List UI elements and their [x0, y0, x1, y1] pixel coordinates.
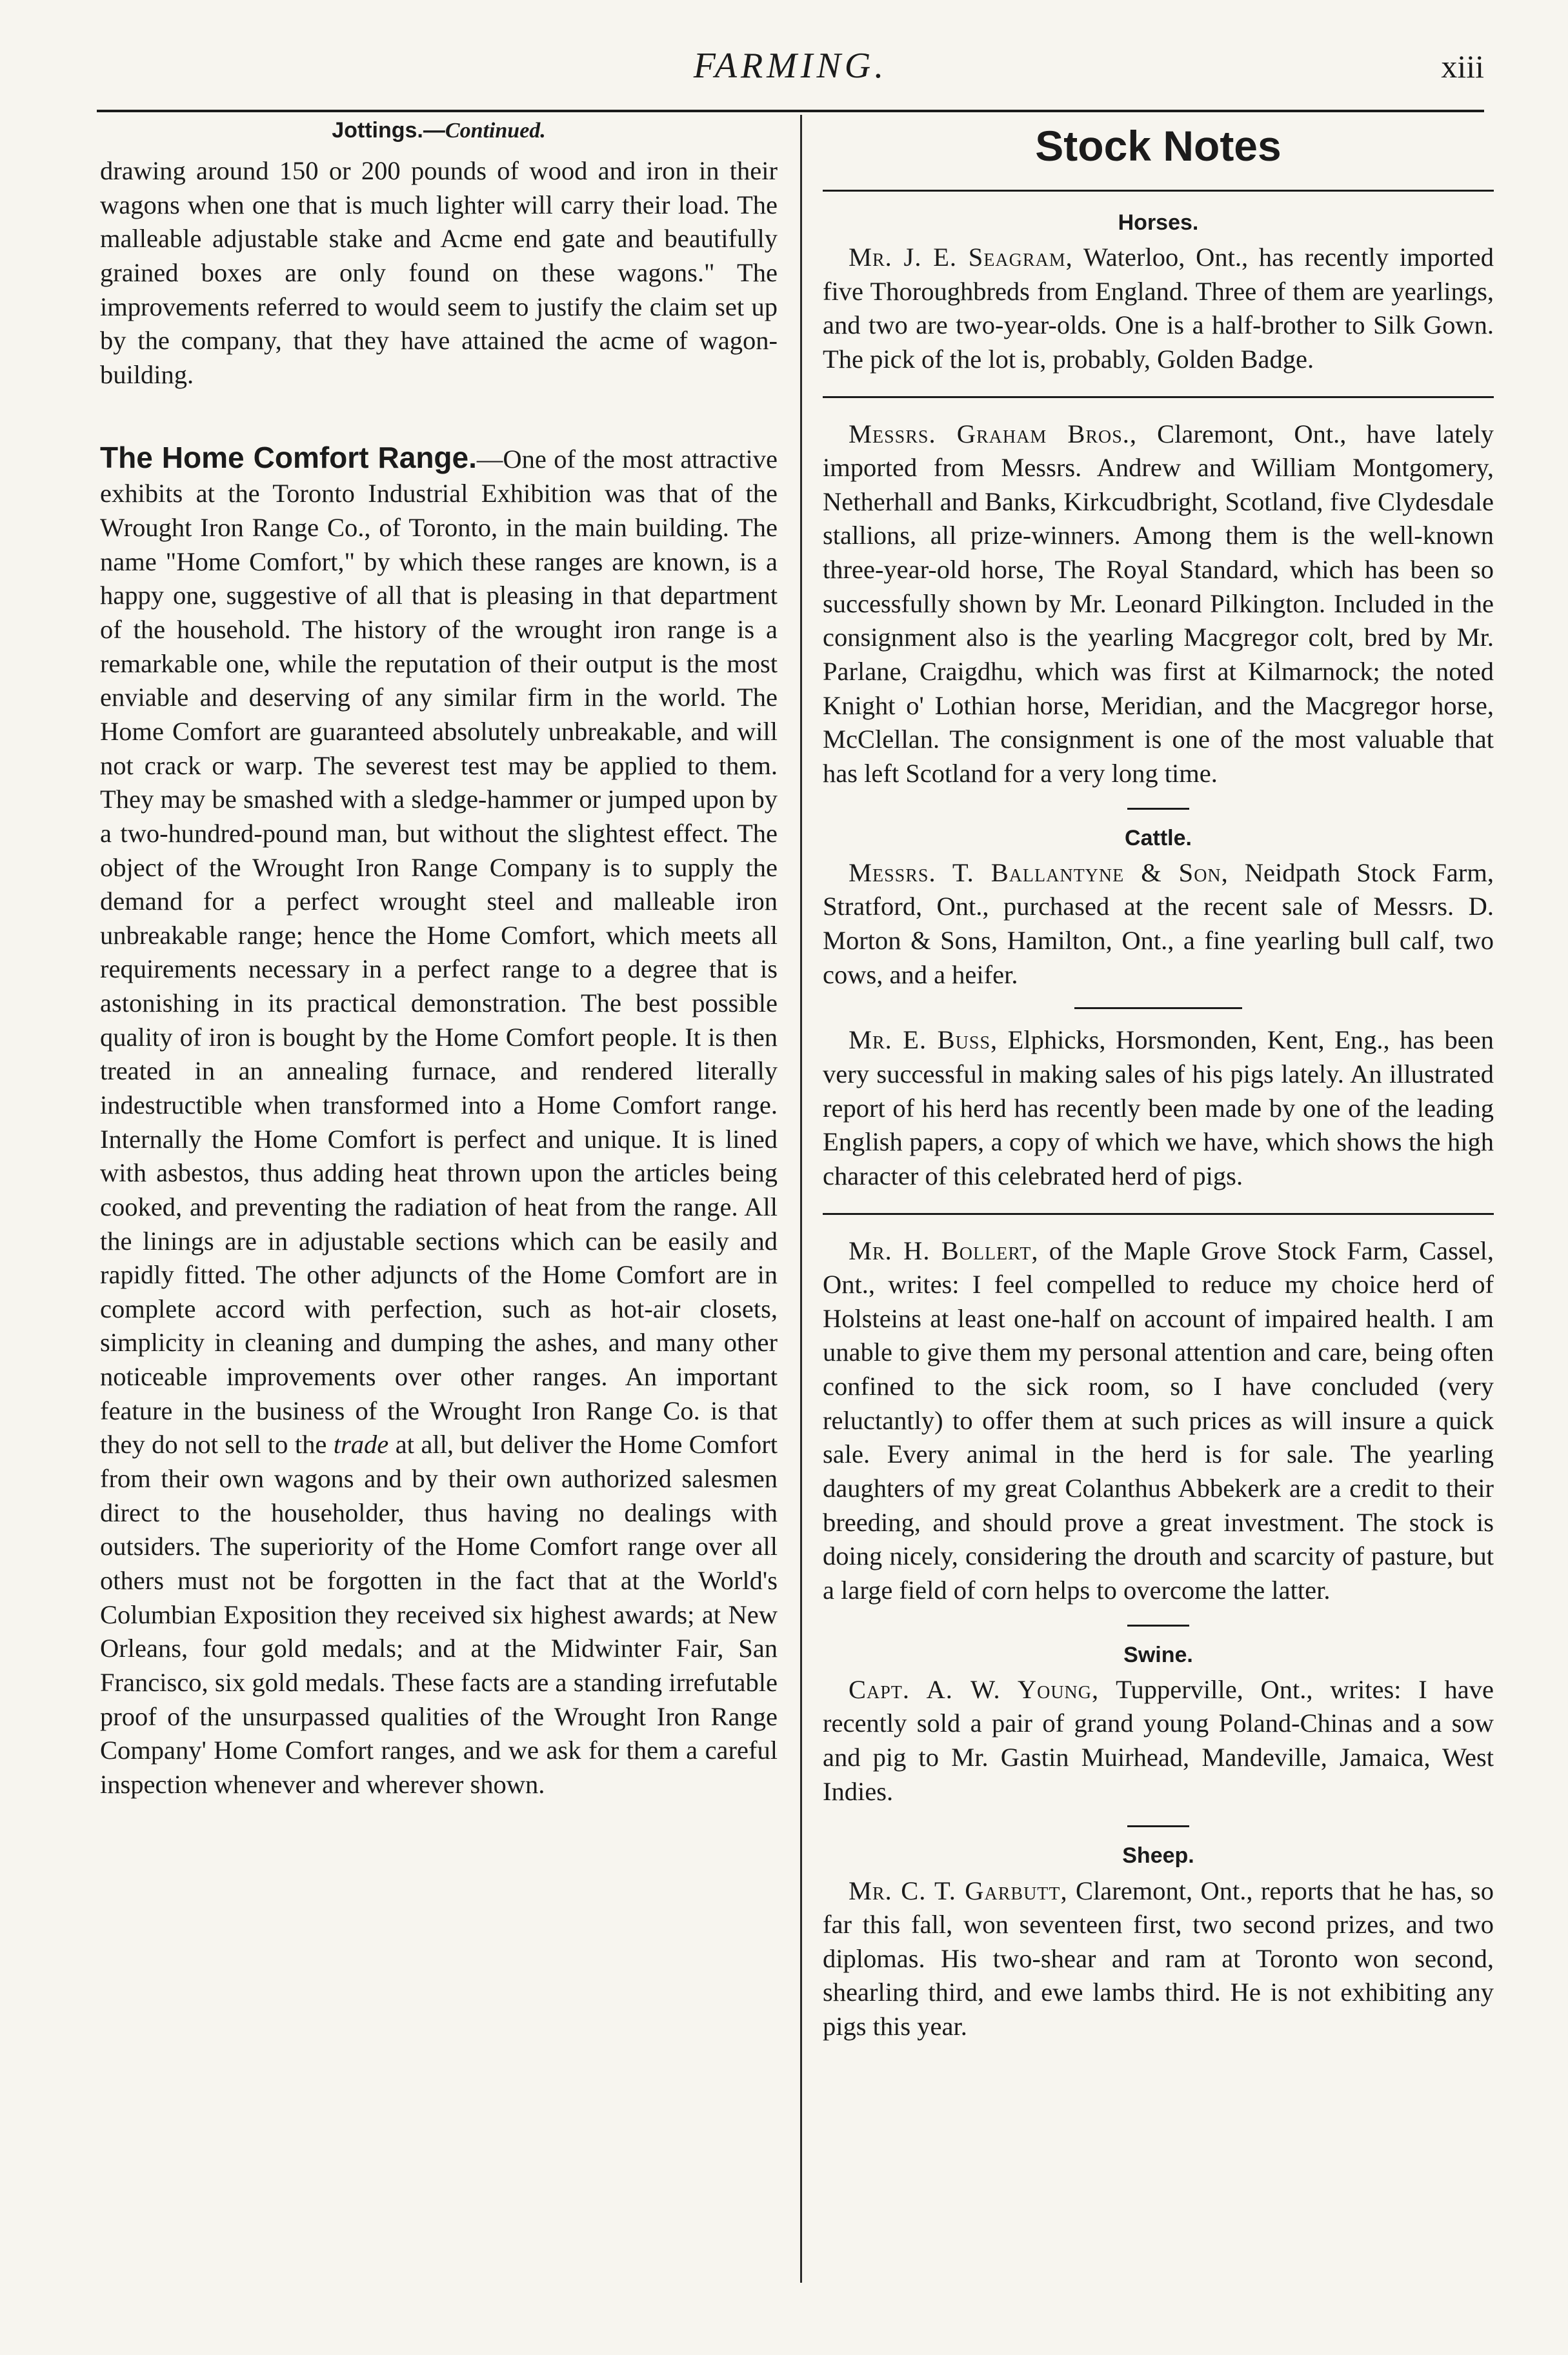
- stock-notes-title: Stock Notes: [823, 119, 1494, 192]
- article-title: The Home Comfort Range.: [100, 440, 477, 474]
- note-separator: [1074, 1007, 1242, 1009]
- note-name: Messrs. T. Ballantyne & Son,: [849, 857, 1229, 887]
- note-name: Mr. C. T. Garbutt,: [849, 1876, 1068, 1905]
- right-column: [823, 116, 1494, 2284]
- column-divider: [800, 115, 802, 2283]
- horses-heading: Horses.: [1118, 210, 1199, 235]
- continued-label: Jottings.—: [332, 118, 445, 143]
- section-rule: [1127, 1625, 1189, 1627]
- continued-heading: [100, 116, 778, 145]
- running-header: [97, 39, 1484, 112]
- page-number: xiii: [1441, 48, 1484, 85]
- note-name: Mr. E. Buss,: [849, 1025, 998, 1055]
- note-name: Mr. H. Bollert,: [849, 1236, 1039, 1265]
- home-comfort-article: [100, 439, 778, 1802]
- note-young: [823, 1673, 1494, 1809]
- journal-title: FARMING.: [693, 46, 888, 86]
- article-text-b: at all, but deliver the Home Comfort from their own wagons and by their own authorized salesmen direct to the householder, thus having no dealings with outsiders. The superiority of the Home Comfort range over all others must not be forgotten in the fact that at the World's Columbian Exposition they received six highest awards; at New Orleans, four gold medals; and at the Midwinter Fair, San Francisco, six gold medals. These facts are a standing irrefutable proof of the unsurpassed qualities of the Wrought Iron Range Company' Home Comfort ranges, and we ask for them a careful inspection whenever and wherever shown.: [100, 1430, 778, 1799]
- note-garbutt: [823, 1874, 1494, 2044]
- note-separator: [823, 1213, 1494, 1215]
- note-text: Tupperville, Ont., writes: I have recently sold a pair of grand young Poland-Chinas and a sow and pig to Mr. Gastin Muirhead, Mandeville, Jamaica, West Indies.: [823, 1674, 1494, 1806]
- note-separator: [823, 396, 1494, 398]
- left-column: [100, 116, 778, 2284]
- note-name: Messrs. Graham Bros.,: [849, 419, 1138, 448]
- continued-word: Continued.: [445, 119, 546, 143]
- sheep-heading: Sheep.: [1122, 1843, 1194, 1869]
- note-graham-bros: [823, 417, 1494, 791]
- note-text: Waterloo, Ont., has recently imported five Thoroughbreds from England. Three of them are yearlings, and two are two-year-olds. One is a half-brother to Silk Gown. The pick of the lot is, probably, Golden Badge.: [823, 242, 1494, 374]
- note-buss: [823, 1023, 1494, 1193]
- article-trade-word: trade: [333, 1430, 389, 1459]
- section-gap: [100, 392, 778, 439]
- note-text: Neidpath Stock Farm, Stratford, Ont., purchased at the recent sale of Messrs. D. Morton & Sons, Hamilton, Ont., a fine yearling bull calf, two cows, and a heifer.: [823, 857, 1494, 989]
- section-rule: [1127, 1825, 1189, 1827]
- note-name: Capt. A. W. Young,: [849, 1674, 1100, 1704]
- note-seagram: [823, 241, 1494, 377]
- cattle-heading: Cattle.: [1125, 825, 1192, 850]
- note-text: Elphicks, Horsmonden, Kent, Eng., has been very successful in making sales of his pigs lately. An illustrated report of his herd has recently been made by one of the leading English papers, a copy of which we have, which shows the high character of this celebrated herd of pigs.: [823, 1025, 1494, 1190]
- note-text: Claremont, Ont., have lately imported from Messrs. Andrew and William Montgomery, Netherhall and Banks, Kirkcudbright, Scotland, five Clydesdale stallions, all prize-winners. Among them is the well-known three-year-old horse, The Royal Standard, which has been so successfully shown by Mr. Leonard Pilkington. Included in the consignment also is the yearling Macgregor colt, bred by Mr. Parlane, Craigdhu, which was first at Kilmarnock; the noted Knight o' Lothian horse, Meridian, and the Macgregor horse, McClellan. The consignment is one of the most valuable that has left Scotland for a very long time.: [823, 419, 1494, 788]
- article-text-a: —One of the most attractive exhibits at the Toronto Industrial Exhibition was that of the Wrought Iron Range Co., of Toronto, in the main building. The name "Home Comfort," by which these ranges are known, is a happy one, suggestive of all that is pleasing in that department of the household. The history of the wrought iron range is a remarkable one, while the reputation of their output is the most enviable and deserving of any similar firm in the world. The Home Comfort are guaranteed absolutely unbreakable, and will not crack or warp. The severest test may be applied to them. They may be smashed with a sledge-hammer or jumped upon by a two-hundred-pound man, but without the slightest effect. The object of the Wrought Iron Range Company is to supply the demand for a perfect wrought steel and malleable iron unbreakable range; hence the Home Comfort, which meets all requirements necessary in a perfect range to a degree that is astonishing in its practical demonstration. The best possible quality of iron is bought by the Home Comfort people. It is then treated in an annealing furnace, and rendered literally indestructible when transformed into a Home Comfort range. Internally the Home Comfort is perfect and unique. It is lined with asbestos, thus adding heat thrown upon the articles being cooked, and preventing the radiation of heat from the range. All the linings are in adjustable sections which can be easily and rapidly fitted. The other adjuncts of the Home Comfort are in complete accord with perfection, such as hot-air closets, simplicity in cleaning and dumping the ashes, and many other noticeable improvements over other ranges. An important feature in the business of the Wrought Iron Range Co. is that they do not sell to the: [100, 444, 778, 1459]
- note-ballantyne: [823, 856, 1494, 992]
- note-text: of the Maple Grove Stock Farm, Cassel, Ont., writes: I feel compelled to reduce my choice herd of Holsteins at least one-half on account of impaired health. I am unable to give them my personal attention and care, being often confined to the sick room, so I have concluded (very reluctantly) to offer them at such prices as will insure a quick sale. Every animal in the herd is for sale. The yearling daughters of my great Colanthus Abbekerk are a credit to their breeding, and should prove a great investment. The stock is doing nicely, considering the drouth and scarcity of pasture, but a large field of corn helps to overcome the latter.: [823, 1236, 1494, 1605]
- note-bollert: [823, 1234, 1494, 1608]
- swine-heading: Swine.: [1123, 1642, 1193, 1667]
- note-name: Mr. J. E. Seagram,: [849, 242, 1073, 272]
- section-rule: [1127, 808, 1189, 810]
- jottings-paragraph: drawing around 150 or 200 pounds of wood and iron in their wagons when one that is much lighter will carry their load. The malleable adjustable stake and Acme end gate and beautifully grained boxes are only found on these wagons." The improvements referred to would seem to justify the claim set up by the company, that they have attained the acme of wagon-building.: [100, 156, 778, 390]
- note-text: Claremont, Ont., reports that he has, so far this fall, won seventeen first, two second prizes, and two diplomas. His two-shear and ram at Toronto won second, shearling third, and ewe lambs third. He is not exhibiting any pigs this year.: [823, 1876, 1494, 2041]
